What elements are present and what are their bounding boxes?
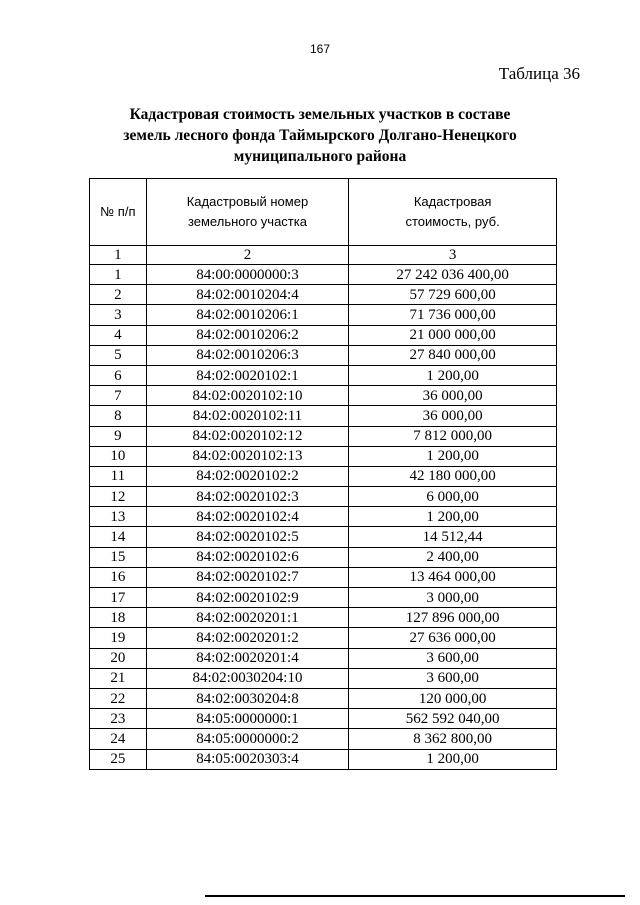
table-header-row [90,179,557,246]
row-number-cell: 20 [90,648,147,668]
table-row [90,608,557,628]
cadastral-number-cell: 84:02:0020201:1 [146,608,348,628]
header-number: № п/п [90,179,147,246]
cadastral-number-cell: 84:02:0020102:4 [146,507,348,527]
cadastral-value-cell: 8 362 800,00 [349,729,557,749]
table-row [90,265,557,285]
row-number-cell: 12 [90,487,147,507]
cadastral-value-cell: 27 242 036 400,00 [349,265,557,285]
row-number-cell: 18 [90,608,147,628]
table-row [90,305,557,325]
row-number-cell: 1 [90,265,147,285]
cadastral-value-cell: 3 600,00 [349,668,557,688]
cadastral-value-cell: 14 512,44 [349,527,557,547]
cadastral-value-cell: 2 400,00 [349,547,557,567]
cadastral-value-cell: 42 180 000,00 [349,466,557,486]
row-number-cell: 25 [90,749,147,769]
row-number-cell: 10 [90,446,147,466]
table-row [90,668,557,688]
cadastral-number-cell: 84:02:0020102:3 [146,487,348,507]
cadastral-value-cell: 120 000,00 [349,688,557,708]
header-cadastral-number-text: Кадастровый номер земельного участка [186,194,309,229]
cadastral-number-cell: 84:05:0020303:4 [146,749,348,769]
column-number-row [90,246,557,265]
page-number: 167 [309,42,331,56]
cadastral-value-cell: 1 200,00 [349,749,557,769]
table-row [90,426,557,446]
cadastral-number-cell: 84:00:0000000:3 [146,265,348,285]
table-row [90,345,557,365]
row-number-cell: 5 [90,345,147,365]
row-number-cell: 2 [90,285,147,305]
column-number: 2 [146,246,348,265]
cadastral-value-cell: 27 636 000,00 [349,628,557,648]
cadastral-value-cell: 127 896 000,00 [349,608,557,628]
table-row [90,749,557,769]
table-row [90,365,557,385]
row-number-cell: 17 [90,588,147,608]
cadastral-number-cell: 84:02:0010206:2 [146,325,348,345]
row-number-cell: 13 [90,507,147,527]
title-line: муниципального района [233,148,407,165]
cadastral-number-cell: 84:02:0020102:10 [146,386,348,406]
header-cadastral-number [146,179,348,246]
table-row [90,507,557,527]
table-row [90,729,557,749]
row-number-cell: 8 [90,406,147,426]
cadastral-value-cell: 36 000,00 [349,386,557,406]
cadastral-number-cell: 84:02:0030204:8 [146,688,348,708]
table-label: Таблица 36 [498,64,580,83]
cadastral-value-cell: 1 200,00 [349,365,557,385]
table-row [90,709,557,729]
cadastral-value-table [89,178,557,770]
table-body [90,265,557,770]
cadastral-value-cell: 57 729 600,00 [349,285,557,305]
cadastral-number-cell: 84:02:0020102:5 [146,527,348,547]
row-number-cell: 22 [90,688,147,708]
column-number: 1 [90,246,147,265]
cadastral-number-cell: 84:05:0000000:2 [146,729,348,749]
row-number-cell: 14 [90,527,147,547]
cadastral-value-cell: 36 000,00 [349,406,557,426]
cadastral-value-cell: 562 592 040,00 [349,709,557,729]
cadastral-number-cell: 84:02:0020102:1 [146,365,348,385]
cadastral-value-cell: 7 812 000,00 [349,426,557,446]
cadastral-number-cell: 84:02:0030204:10 [146,668,348,688]
cadastral-value-cell: 3 000,00 [349,588,557,608]
column-number: 3 [349,246,557,265]
table-row [90,547,557,567]
cadastral-number-cell: 84:02:0020102:9 [146,588,348,608]
document-title [90,104,550,167]
table-row [90,325,557,345]
cadastral-value-cell: 6 000,00 [349,487,557,507]
row-number-cell: 4 [90,325,147,345]
cadastral-number-cell: 84:02:0020201:4 [146,648,348,668]
row-number-cell: 15 [90,547,147,567]
cadastral-value-cell: 3 600,00 [349,648,557,668]
cadastral-value-cell: 21 000 000,00 [349,325,557,345]
cadastral-number-cell: 84:02:0010206:1 [146,305,348,325]
row-number-cell: 24 [90,729,147,749]
table-row [90,466,557,486]
header-cadastral-value [349,179,557,246]
title-line: Кадастровая стоимость земельных участков в составе [129,106,511,123]
row-number-cell: 7 [90,386,147,406]
cadastral-number-cell: 84:02:0020102:7 [146,567,348,587]
cadastral-number-cell: 84:02:0020102:13 [146,446,348,466]
table-row [90,567,557,587]
cadastral-number-cell: 84:02:0020102:2 [146,466,348,486]
table-row [90,527,557,547]
table-row [90,487,557,507]
row-number-cell: 11 [90,466,147,486]
table-row [90,628,557,648]
cadastral-number-cell: 84:02:0020102:12 [146,426,348,446]
table-row [90,285,557,305]
row-number-cell: 9 [90,426,147,446]
cadastral-number-cell: 84:02:0010204:4 [146,285,348,305]
cadastral-number-cell: 84:02:0020102:11 [146,406,348,426]
row-number-cell: 19 [90,628,147,648]
cadastral-value-cell: 1 200,00 [349,507,557,527]
table-row [90,406,557,426]
cadastral-value-cell: 71 736 000,00 [349,305,557,325]
table-row [90,446,557,466]
cadastral-number-cell: 84:02:0020201:2 [146,628,348,648]
row-number-cell: 21 [90,668,147,688]
cadastral-number-cell: 84:02:0020102:6 [146,547,348,567]
title-line: земель лесного фонда Таймырского Долгано-Ненецкого [123,127,517,144]
table-row [90,688,557,708]
footer-rule [205,895,625,897]
table-row [90,386,557,406]
cadastral-number-cell: 84:05:0000000:1 [146,709,348,729]
table-row [90,588,557,608]
row-number-cell: 23 [90,709,147,729]
cadastral-value-cell: 1 200,00 [349,446,557,466]
cadastral-value-cell: 27 840 000,00 [349,345,557,365]
cadastral-number-cell: 84:02:0010206:3 [146,345,348,365]
row-number-cell: 3 [90,305,147,325]
row-number-cell: 6 [90,365,147,385]
header-cadastral-value-text: Кадастровая стоимость, руб. [405,194,500,229]
row-number-cell: 16 [90,567,147,587]
cadastral-value-cell: 13 464 000,00 [349,567,557,587]
table-row [90,648,557,668]
